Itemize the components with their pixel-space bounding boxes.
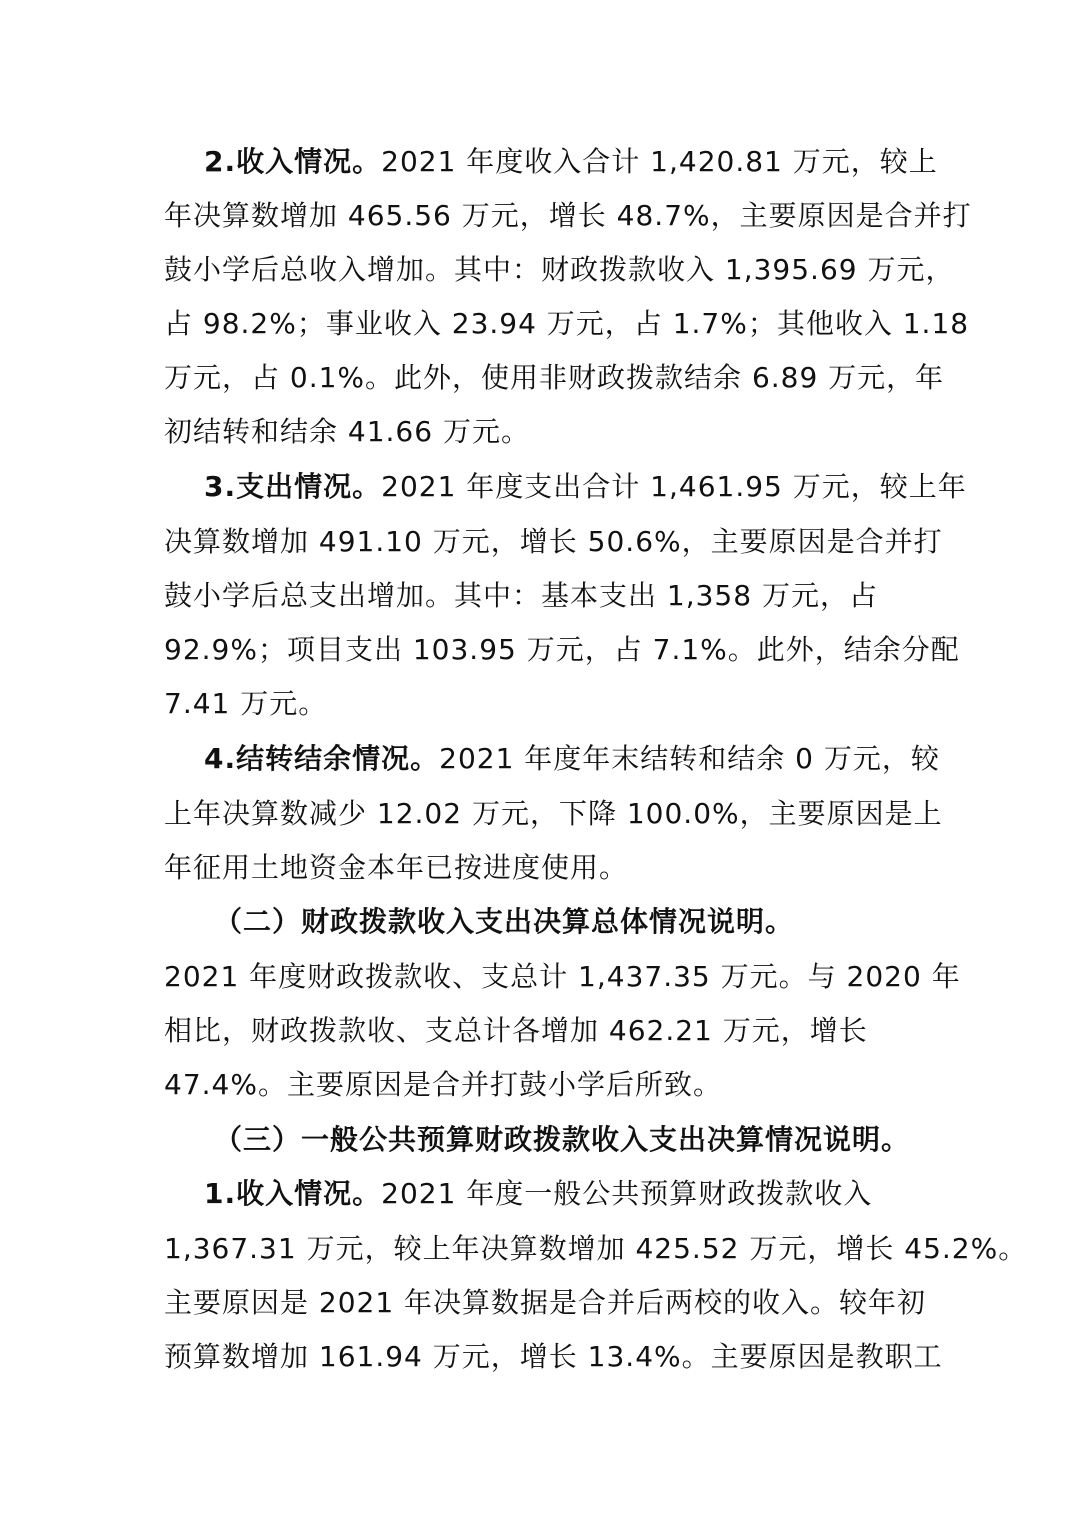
section2-line-1: 2021 年度财政拨款收、支总计 1,437.35 万元。与 2020 年 <box>164 960 961 993</box>
expense-line-4: 92.9%；项目支出 103.95 万元，占 7.1%。此外，结余分配 <box>164 633 960 666</box>
expense-line-1 <box>204 469 967 505</box>
balance-line-3: 年征用土地资金本年已按进度使用。 <box>164 851 629 884</box>
income-line-6: 初结转和结余 41.66 万元。 <box>164 415 530 448</box>
income-text-1: 2021 年度收入合计 1,420.81 万元，较上 <box>381 145 938 178</box>
income-line-3: 鼓小学后总收入增加。其中：财政拨款收入 1,395.69 万元， <box>164 253 955 286</box>
section3-line-3: 主要原因是 2021 年决算数据是合并后两校的收入。较年初 <box>164 1286 927 1319</box>
section2-line-2: 相比，财政拨款收、支总计各增加 462.21 万元，增长 <box>164 1014 868 1047</box>
section3-text-1: 2021 年度一般公共预算财政拨款收入 <box>381 1177 873 1210</box>
section2-line-3: 47.4%。主要原因是合并打鼓小学后所致。 <box>164 1068 722 1101</box>
income-heading: 2.收入情况。 <box>204 145 382 178</box>
expense-line-3: 鼓小学后总支出增加。其中：基本支出 1,358 万元，占 <box>164 579 878 612</box>
balance-text-1: 2021 年度年末结转和结余 0 万元，较 <box>439 742 940 775</box>
section3-line-2: 1,367.31 万元，较上年决算数增加 425.52 万元，增长 45.2%。 <box>164 1232 1028 1265</box>
section3-line-1 <box>204 1176 872 1212</box>
expense-line-2: 决算数增加 491.10 万元，增长 50.6%，主要原因是合并打 <box>164 525 943 558</box>
income-line-2: 年决算数增加 465.56 万元，增长 48.7%，主要原因是合并打 <box>164 199 972 232</box>
balance-heading: 4.结转结余情况。 <box>204 742 440 775</box>
expense-line-5: 7.41 万元。 <box>164 687 328 720</box>
section3-line-4: 预算数增加 161.94 万元，增长 13.4%。主要原因是教职工 <box>164 1340 943 1373</box>
income-line-1 <box>204 144 938 180</box>
expense-text-1: 2021 年度支出合计 1,461.95 万元，较上年 <box>381 470 967 503</box>
section3-heading: （三）一般公共预算财政拨款收入支出决算情况说明。 <box>214 1123 911 1156</box>
section2-heading: （二）财政拨款收入支出决算总体情况说明。 <box>214 905 795 938</box>
income-line-4: 占 98.2%；事业收入 23.94 万元，占 1.7%；其他收入 1.18 <box>164 307 970 340</box>
expense-heading: 3.支出情况。 <box>204 470 382 503</box>
section3-sub-heading: 1.收入情况。 <box>204 1177 382 1210</box>
balance-line-1 <box>204 741 940 777</box>
balance-line-2: 上年决算数减少 12.02 万元，下降 100.0%，主要原因是上 <box>164 797 943 830</box>
income-line-5: 万元，占 0.1%。此外，使用非财政拨款结余 6.89 万元，年 <box>164 361 945 394</box>
